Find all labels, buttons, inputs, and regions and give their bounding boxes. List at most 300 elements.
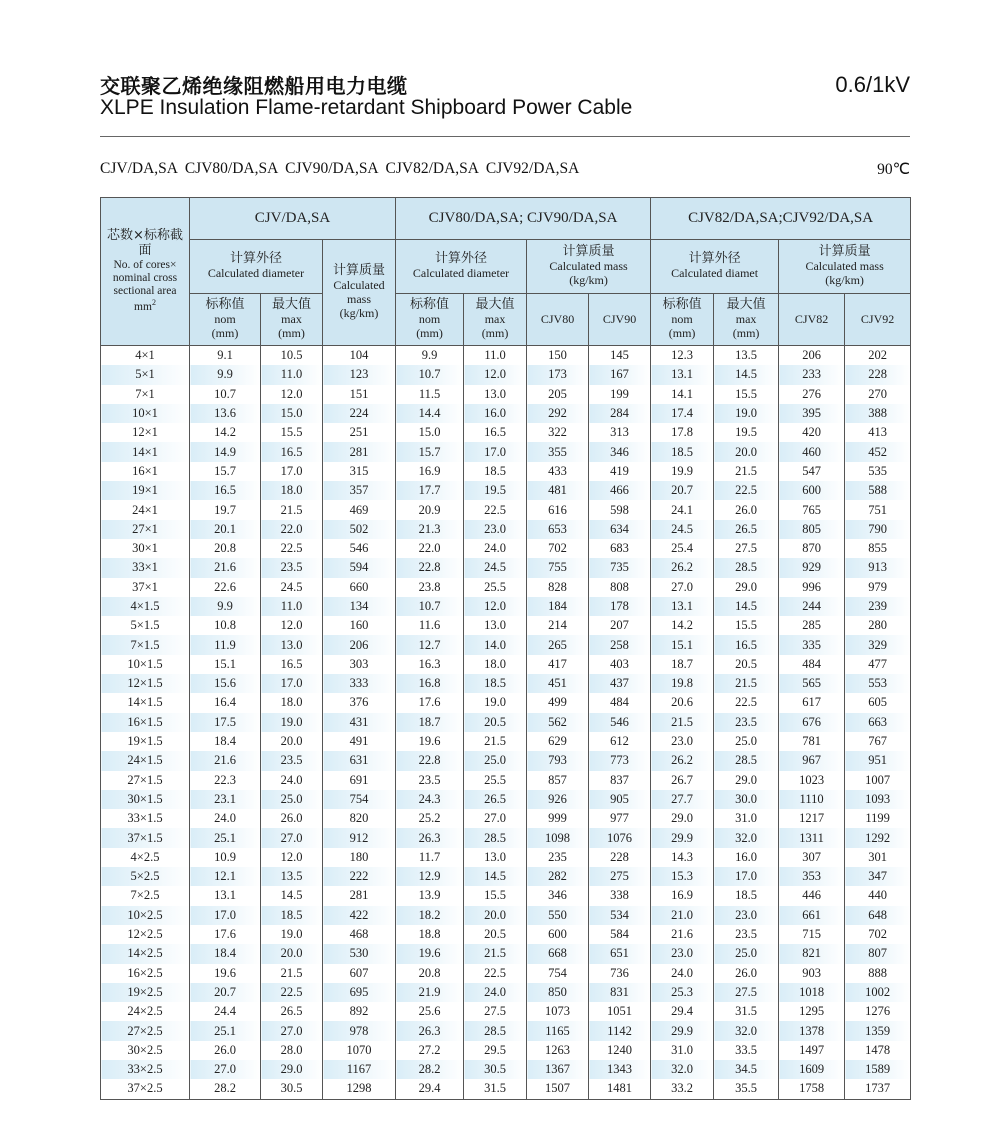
table-cell: 24.4 xyxy=(190,1002,261,1021)
table-cell: 21.6 xyxy=(190,558,261,577)
nom-header-1: 标称值 nom (mm) xyxy=(190,294,261,346)
table-cell: 892 xyxy=(323,1002,396,1021)
table-cell: 19.0 xyxy=(261,925,323,944)
table-cell: 29.4 xyxy=(651,1002,714,1021)
table-cell: 905 xyxy=(589,790,651,809)
table-cell: 235 xyxy=(527,848,589,867)
table-cell: 19.0 xyxy=(464,693,527,712)
table-cell: 16.9 xyxy=(651,886,714,905)
table-cell: 9.9 xyxy=(190,597,261,616)
table-cell: 22.8 xyxy=(396,751,464,770)
table-cell: 855 xyxy=(845,539,911,558)
table-cell: 1002 xyxy=(845,983,911,1002)
table-cell: 18.7 xyxy=(651,655,714,674)
table-cell: 13.0 xyxy=(464,848,527,867)
table-cell: 355 xyxy=(527,442,589,461)
table-cell: 12.7 xyxy=(396,635,464,654)
table-cell: 1240 xyxy=(589,1041,651,1060)
table-cell: 202 xyxy=(845,346,911,366)
table-row xyxy=(101,983,911,1002)
max-header-3: 最大值 max (mm) xyxy=(714,294,779,346)
table-cell: 23.0 xyxy=(651,944,714,963)
group-header-cjv: CJV/DA,SA xyxy=(190,198,396,240)
table-cell: 228 xyxy=(845,365,911,384)
table-cell: 22.5 xyxy=(261,539,323,558)
table-cell: 24.5 xyxy=(261,578,323,597)
table-cell: 23.0 xyxy=(714,906,779,925)
table-cell: 17.0 xyxy=(261,462,323,481)
table-cell: 12.0 xyxy=(261,616,323,635)
table-cell: 831 xyxy=(589,983,651,1002)
table-cell: 16.5 xyxy=(190,481,261,500)
table-cell: 244 xyxy=(779,597,845,616)
table-cell: 27.0 xyxy=(190,1060,261,1079)
table-cell: 20.5 xyxy=(714,655,779,674)
table-row xyxy=(101,886,911,905)
table-cell: 14.0 xyxy=(464,635,527,654)
table-cell: 20.5 xyxy=(464,713,527,732)
table-cell: 25.0 xyxy=(714,944,779,963)
table-cell: 24.5 xyxy=(651,520,714,539)
row-cores-section: 24×1 xyxy=(101,500,190,519)
table-cell: 978 xyxy=(323,1021,396,1040)
table-cell: 11.7 xyxy=(396,848,464,867)
table-cell: 440 xyxy=(845,886,911,905)
table-row xyxy=(101,539,911,558)
table-cell: 1295 xyxy=(779,1002,845,1021)
table-row xyxy=(101,674,911,693)
table-cell: 11.0 xyxy=(261,365,323,384)
table-cell: 468 xyxy=(323,925,396,944)
table-cell: 13.0 xyxy=(464,616,527,635)
table-cell: 33.2 xyxy=(651,1079,714,1099)
table-row xyxy=(101,520,911,539)
table-cell: 180 xyxy=(323,848,396,867)
spec-table xyxy=(100,197,911,1100)
table-cell: 17.7 xyxy=(396,481,464,500)
table-row xyxy=(101,558,911,577)
table-cell: 27.0 xyxy=(261,1021,323,1040)
table-cell: 338 xyxy=(589,886,651,905)
row-cores-section: 5×2.5 xyxy=(101,867,190,886)
table-cell: 821 xyxy=(779,944,845,963)
table-cell: 23.5 xyxy=(261,751,323,770)
table-cell: 20.8 xyxy=(396,964,464,983)
table-cell: 1589 xyxy=(845,1060,911,1079)
row-cores-section: 33×1 xyxy=(101,558,190,577)
table-cell: 460 xyxy=(779,442,845,461)
table-cell: 26.0 xyxy=(714,964,779,983)
table-cell: 30.5 xyxy=(261,1079,323,1099)
table-cell: 16.5 xyxy=(714,635,779,654)
row-cores-section: 37×2.5 xyxy=(101,1079,190,1099)
table-cell: 403 xyxy=(589,655,651,674)
table-cell: 395 xyxy=(779,404,845,423)
row-cores-section: 14×1.5 xyxy=(101,693,190,712)
table-cell: 29.9 xyxy=(651,828,714,847)
table-cell: 353 xyxy=(779,867,845,886)
table-cell: 17.4 xyxy=(651,404,714,423)
table-cell: 13.1 xyxy=(651,597,714,616)
table-cell: 15.5 xyxy=(714,385,779,404)
table-cell: 21.3 xyxy=(396,520,464,539)
table-cell: 1076 xyxy=(589,828,651,847)
diam-header-1: 计算外径 Calculated diameter xyxy=(190,240,323,294)
table-cell: 751 xyxy=(845,500,911,519)
table-cell: 24.0 xyxy=(190,809,261,828)
table-cell: 702 xyxy=(527,539,589,558)
table-cell: 388 xyxy=(845,404,911,423)
table-cell: 702 xyxy=(845,925,911,944)
table-cell: 534 xyxy=(589,906,651,925)
table-cell: 27.5 xyxy=(464,1002,527,1021)
table-cell: 12.0 xyxy=(261,385,323,404)
table-cell: 661 xyxy=(779,906,845,925)
table-cell: 21.5 xyxy=(261,964,323,983)
table-cell: 1093 xyxy=(845,790,911,809)
table-cell: 903 xyxy=(779,964,845,983)
table-cell: 207 xyxy=(589,616,651,635)
table-cell: 17.0 xyxy=(714,867,779,886)
table-cell: 19.8 xyxy=(651,674,714,693)
table-cell: 33.5 xyxy=(714,1041,779,1060)
table-cell: 24.3 xyxy=(396,790,464,809)
table-cell: 281 xyxy=(323,886,396,905)
row-cores-section: 19×2.5 xyxy=(101,983,190,1002)
table-cell: 24.1 xyxy=(651,500,714,519)
table-cell: 14.5 xyxy=(261,886,323,905)
table-cell: 357 xyxy=(323,481,396,500)
table-cell: 22.0 xyxy=(261,520,323,539)
table-cell: 648 xyxy=(845,906,911,925)
table-row xyxy=(101,732,911,751)
table-cell: 1298 xyxy=(323,1079,396,1099)
table-cell: 594 xyxy=(323,558,396,577)
table-cell: 25.0 xyxy=(464,751,527,770)
table-cell: 13.1 xyxy=(651,365,714,384)
table-cell: 21.5 xyxy=(714,462,779,481)
table-cell: 1199 xyxy=(845,809,911,828)
table-cell: 913 xyxy=(845,558,911,577)
table-cell: 29.0 xyxy=(714,578,779,597)
table-row xyxy=(101,906,911,925)
table-cell: 20.0 xyxy=(261,944,323,963)
table-cell: 765 xyxy=(779,500,845,519)
row-cores-section: 16×2.5 xyxy=(101,964,190,983)
table-cell: 32.0 xyxy=(651,1060,714,1079)
table-cell: 979 xyxy=(845,578,911,597)
table-cell: 31.0 xyxy=(651,1041,714,1060)
table-cell: 29.9 xyxy=(651,1021,714,1040)
table-row xyxy=(101,790,911,809)
table-cell: 466 xyxy=(589,481,651,500)
temperature-rating: 90℃ xyxy=(877,161,910,178)
table-cell: 1343 xyxy=(589,1060,651,1079)
table-cell: 19.5 xyxy=(714,423,779,442)
table-row xyxy=(101,616,911,635)
table-cell: 222 xyxy=(323,867,396,886)
table-cell: 206 xyxy=(779,346,845,366)
table-cell: 292 xyxy=(527,404,589,423)
table-cell: 600 xyxy=(527,925,589,944)
table-cell: 17.6 xyxy=(190,925,261,944)
table-cell: 14.5 xyxy=(714,365,779,384)
table-cell: 14.1 xyxy=(651,385,714,404)
col-header-cjv92: CJV92 xyxy=(845,294,911,346)
table-row xyxy=(101,809,911,828)
model-list: CJV/DA,SA CJV80/DA,SA CJV90/DA,SA CJV82/DA,SA CJV92/DA,SA xyxy=(100,160,580,177)
table-cell: 1110 xyxy=(779,790,845,809)
table-cell: 20.1 xyxy=(190,520,261,539)
table-cell: 676 xyxy=(779,713,845,732)
table-cell: 20.7 xyxy=(190,983,261,1002)
table-cell: 28.2 xyxy=(396,1060,464,1079)
table-cell: 15.7 xyxy=(396,442,464,461)
table-cell: 13.5 xyxy=(261,867,323,886)
table-cell: 660 xyxy=(323,578,396,597)
table-cell: 29.0 xyxy=(261,1060,323,1079)
table-cell: 178 xyxy=(589,597,651,616)
table-cell: 16.9 xyxy=(396,462,464,481)
table-row xyxy=(101,925,911,944)
table-cell: 28.5 xyxy=(714,751,779,770)
table-row xyxy=(101,828,911,847)
table-cell: 18.0 xyxy=(261,481,323,500)
table-cell: 14.3 xyxy=(651,848,714,867)
table-cell: 629 xyxy=(527,732,589,751)
table-cell: 27.0 xyxy=(464,809,527,828)
group-header-cjv80-90: CJV80/DA,SA; CJV90/DA,SA xyxy=(396,198,651,240)
table-cell: 477 xyxy=(845,655,911,674)
table-cell: 251 xyxy=(323,423,396,442)
table-cell: 668 xyxy=(527,944,589,963)
table-cell: 926 xyxy=(527,790,589,809)
table-cell: 19.6 xyxy=(190,964,261,983)
table-cell: 715 xyxy=(779,925,845,944)
table-cell: 16.5 xyxy=(261,655,323,674)
table-cell: 417 xyxy=(527,655,589,674)
table-cell: 20.9 xyxy=(396,500,464,519)
table-cell: 1292 xyxy=(845,828,911,847)
table-cell: 755 xyxy=(527,558,589,577)
title-divider xyxy=(100,136,910,137)
table-cell: 15.6 xyxy=(190,674,261,693)
table-cell: 19.0 xyxy=(261,713,323,732)
table-cell: 15.5 xyxy=(261,423,323,442)
table-cell: 31.0 xyxy=(714,809,779,828)
table-cell: 1311 xyxy=(779,828,845,847)
table-cell: 17.0 xyxy=(261,674,323,693)
table-cell: 857 xyxy=(527,771,589,790)
table-cell: 15.3 xyxy=(651,867,714,886)
table-cell: 437 xyxy=(589,674,651,693)
table-cell: 10.9 xyxy=(190,848,261,867)
table-row xyxy=(101,964,911,983)
table-cell: 16.8 xyxy=(396,674,464,693)
table-cell: 28.5 xyxy=(464,828,527,847)
nom-header-3: 标称值 nom (mm) xyxy=(651,294,714,346)
table-cell: 452 xyxy=(845,442,911,461)
table-cell: 553 xyxy=(845,674,911,693)
table-cell: 19.0 xyxy=(714,404,779,423)
table-cell: 481 xyxy=(527,481,589,500)
table-cell: 173 xyxy=(527,365,589,384)
table-cell: 17.6 xyxy=(396,693,464,712)
table-cell: 547 xyxy=(779,462,845,481)
table-cell: 1165 xyxy=(527,1021,589,1040)
table-cell: 616 xyxy=(527,500,589,519)
table-cell: 781 xyxy=(779,732,845,751)
table-cell: 612 xyxy=(589,732,651,751)
table-cell: 23.5 xyxy=(396,771,464,790)
group-header-cjv82-92: CJV82/DA,SA;CJV92/DA,SA xyxy=(651,198,911,240)
table-cell: 26.3 xyxy=(396,828,464,847)
table-cell: 550 xyxy=(527,906,589,925)
row-cores-section: 19×1.5 xyxy=(101,732,190,751)
table-cell: 588 xyxy=(845,481,911,500)
table-cell: 651 xyxy=(589,944,651,963)
row-cores-section: 12×1.5 xyxy=(101,674,190,693)
table-cell: 265 xyxy=(527,635,589,654)
table-cell: 281 xyxy=(323,442,396,461)
table-cell: 30.5 xyxy=(464,1060,527,1079)
nom-header-2: 标称值 nom (mm) xyxy=(396,294,464,346)
table-cell: 1367 xyxy=(527,1060,589,1079)
table-cell: 12.3 xyxy=(651,346,714,366)
table-row xyxy=(101,635,911,654)
col-header-cjv80: CJV80 xyxy=(527,294,589,346)
table-cell: 1023 xyxy=(779,771,845,790)
table-row xyxy=(101,385,911,404)
table-cell: 24.5 xyxy=(464,558,527,577)
table-cell: 16.5 xyxy=(261,442,323,461)
table-cell: 22.5 xyxy=(714,481,779,500)
table-cell: 653 xyxy=(527,520,589,539)
table-cell: 1217 xyxy=(779,809,845,828)
table-cell: 773 xyxy=(589,751,651,770)
table-cell: 617 xyxy=(779,693,845,712)
table-cell: 17.0 xyxy=(464,442,527,461)
table-cell: 12.0 xyxy=(464,597,527,616)
table-cell: 22.5 xyxy=(464,500,527,519)
voltage-rating: 0.6/1kV xyxy=(835,72,910,97)
table-cell: 26.2 xyxy=(651,558,714,577)
row-cores-section: 7×1 xyxy=(101,385,190,404)
table-cell: 15.5 xyxy=(464,886,527,905)
table-cell: 1478 xyxy=(845,1041,911,1060)
table-cell: 14.4 xyxy=(396,404,464,423)
table-cell: 27.7 xyxy=(651,790,714,809)
table-cell: 837 xyxy=(589,771,651,790)
row-cores-section: 37×1.5 xyxy=(101,828,190,847)
table-cell: 446 xyxy=(779,886,845,905)
table-cell: 270 xyxy=(845,385,911,404)
table-row xyxy=(101,365,911,384)
table-cell: 16.3 xyxy=(396,655,464,674)
table-cell: 22.3 xyxy=(190,771,261,790)
table-row xyxy=(101,578,911,597)
table-cell: 683 xyxy=(589,539,651,558)
table-cell: 27.2 xyxy=(396,1041,464,1060)
table-cell: 25.1 xyxy=(190,828,261,847)
table-row xyxy=(101,462,911,481)
col-header-cjv82: CJV82 xyxy=(779,294,845,346)
table-cell: 805 xyxy=(779,520,845,539)
table-row xyxy=(101,751,911,770)
table-cell: 284 xyxy=(589,404,651,423)
table-cell: 12.0 xyxy=(261,848,323,867)
row-cores-section: 10×1.5 xyxy=(101,655,190,674)
row-cores-section: 24×2.5 xyxy=(101,1002,190,1021)
table-cell: 420 xyxy=(779,423,845,442)
table-cell: 1737 xyxy=(845,1079,911,1099)
max-header-2: 最大值 max (mm) xyxy=(464,294,527,346)
row-cores-section: 12×2.5 xyxy=(101,925,190,944)
table-cell: 828 xyxy=(527,578,589,597)
table-cell: 233 xyxy=(779,365,845,384)
table-cell: 28.0 xyxy=(261,1041,323,1060)
table-cell: 451 xyxy=(527,674,589,693)
table-cell: 433 xyxy=(527,462,589,481)
table-cell: 23.0 xyxy=(651,732,714,751)
table-cell: 12.9 xyxy=(396,867,464,886)
table-cell: 21.6 xyxy=(190,751,261,770)
table-cell: 15.1 xyxy=(651,635,714,654)
table-cell: 13.0 xyxy=(261,635,323,654)
table-cell: 695 xyxy=(323,983,396,1002)
table-cell: 24.0 xyxy=(651,964,714,983)
table-cell: 562 xyxy=(527,713,589,732)
row-cores-section: 19×1 xyxy=(101,481,190,500)
table-cell: 21.5 xyxy=(464,732,527,751)
table-cell: 11.0 xyxy=(464,346,527,366)
table-row xyxy=(101,1002,911,1021)
table-cell: 1073 xyxy=(527,1002,589,1021)
table-cell: 9.1 xyxy=(190,346,261,366)
table-row xyxy=(101,771,911,790)
table-cell: 31.5 xyxy=(714,1002,779,1021)
table-cell: 14.5 xyxy=(464,867,527,886)
table-cell: 21.6 xyxy=(651,925,714,944)
row-cores-section: 10×1 xyxy=(101,404,190,423)
table-cell: 484 xyxy=(589,693,651,712)
table-cell: 12.0 xyxy=(464,365,527,384)
table-cell: 14.5 xyxy=(714,597,779,616)
table-cell: 333 xyxy=(323,674,396,693)
table-cell: 1098 xyxy=(527,828,589,847)
table-cell: 280 xyxy=(845,616,911,635)
table-cell: 18.8 xyxy=(396,925,464,944)
page-title-cn: 交联聚乙烯绝缘阻燃船用电力电缆 xyxy=(100,74,408,98)
table-cell: 10.5 xyxy=(261,346,323,366)
table-cell: 303 xyxy=(323,655,396,674)
row-cores-section: 27×1 xyxy=(101,520,190,539)
table-cell: 1378 xyxy=(779,1021,845,1040)
table-cell: 13.0 xyxy=(464,385,527,404)
table-cell: 491 xyxy=(323,732,396,751)
table-cell: 499 xyxy=(527,693,589,712)
table-cell: 258 xyxy=(589,635,651,654)
table-cell: 1070 xyxy=(323,1041,396,1060)
table-cell: 22.0 xyxy=(396,539,464,558)
table-cell: 34.5 xyxy=(714,1060,779,1079)
table-cell: 22.5 xyxy=(261,983,323,1002)
table-cell: 11.6 xyxy=(396,616,464,635)
row-cores-section: 4×1 xyxy=(101,346,190,366)
table-cell: 999 xyxy=(527,809,589,828)
table-cell: 25.0 xyxy=(714,732,779,751)
table-cell: 431 xyxy=(323,713,396,732)
